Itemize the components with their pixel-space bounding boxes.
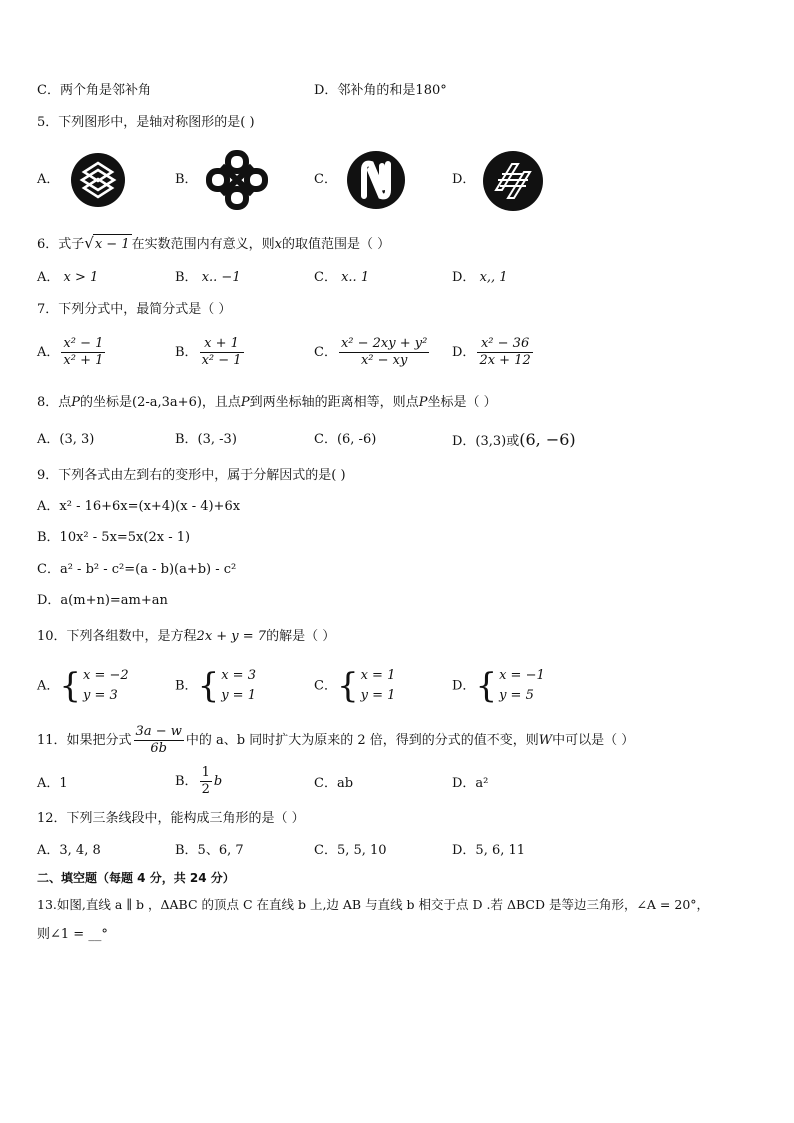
q9-option-c: C．a² - b² - c²=(a - b)(a+b) - c² [37,562,237,577]
q11-option-a: A．1 [37,776,68,791]
q6-stem-post: 在实数范围内有意义，则 [131,237,275,252]
q8-stem: 8．点P的坐标是(2-a,3a+6)，且点P到两坐标轴的距离相等，则点P坐标是（ ） [37,395,497,410]
q6-option-a: A． x > 1 [37,270,99,285]
q7-stem: 7．下列分式中，最简分式是（ ） [37,302,232,317]
q4-option-d: D．邻补角的和是180° [314,83,447,98]
q6-stem-pre: 6．式子 [37,237,85,252]
q5-label-d: D． [452,172,476,187]
q5-label-b: B． [175,172,198,187]
q8-option-a: A．(3, 3) [37,432,95,447]
q12-stem: 12．下列三条线段中，能构成三角形的是（ ） [37,811,305,826]
q6-var: x [274,237,282,252]
q7-option-c: C． $\frac{\text{x² − 2xy + y²}}{\text{x² − xy}}$ [314,336,428,368]
q13-line2: 则∠1 = __° [37,927,108,942]
q5-label-a: A． [37,172,60,187]
q5-stem: 5．下列图形中，是轴对称图形的是( ) [37,115,255,130]
q13-line1: 13.如图,直线 a ∥ b ，ΔABC 的顶点 C 在直线 b 上,边 AB 与直线 b 相交于点 D .若 ΔBCD 是等边三角形，∠A = 20°， [37,897,710,912]
q9-option-d: D．a(m+n)=am+an [37,593,168,608]
q5-label-c: C． [314,172,337,187]
q8-option-d: D．(3,3)或(6, −6) [452,430,576,449]
section-title-fill-blank: 二、填空题（每题 4 分，共 24 分） [37,871,235,885]
q10-option-a: A．{ x = −2 y = 3 [37,666,129,706]
q6-stem: 6．式子√x − 1 在实数范围内有意义，则x的取值范围是（ ） [37,233,390,255]
striped-logo-icon [482,150,544,212]
q7-option-a: A． $\frac{\text{x² − 1}}{\text{x² + 1}}$ [37,336,104,368]
q9-option-a: A．x² - 16+6x=(x+4)(x - 4)+6x [37,499,241,514]
q11-option-b: B． $\frac{1}{2}$ b [175,765,223,797]
q10-stem: 10．下列各组数中，是方程2x + y = 7的解是（ ） [37,629,336,644]
n-letter-logo-icon [346,150,406,210]
china-mobile-logo-icon [70,152,126,208]
q10-equation: 2x + y = 7 [196,629,267,644]
q7-option-b: B． $\frac{x + 1}{\text{x² − 1}}$ [175,336,242,368]
q11-option-c: C．ab [314,776,354,791]
q6-option-d: D． x,, 1 [452,270,508,285]
q12-option-d: D．5, 6, 11 [452,843,526,858]
q12-option-b: B．5、6, 7 [175,843,244,858]
china-unicom-knot-icon [206,150,268,210]
q10-option-d: D．{ x = −1 y = 5 [452,666,545,706]
q12-option-a: A．3, 4, 8 [37,843,101,858]
q9-option-b: B．10x² - 5x=5x(2x - 1) [37,530,191,545]
q6-option-c: C． x.. 1 [314,270,370,285]
q6-stem-end: 的取值范围是（ ） [281,237,391,252]
q8-option-c: C．(6, -6) [314,432,377,447]
q12-option-c: C．5, 5, 10 [314,843,387,858]
q8-option-d-extra: (6, −6) [519,430,576,449]
q6-radicand: x − 1 [93,234,132,255]
q7-option-d: D． $\frac{\text{x² − 36}}{2x + 12}$ [452,336,531,368]
q4-option-c: C．两个角是邻补角 [37,83,151,98]
q11-option-d: D．a² [452,776,489,791]
q10-option-b: B．{ x = 3 y = 1 [175,666,256,706]
q6-option-b: B． x.. −1 [175,270,241,285]
q10-option-c: C．{ x = 1 y = 1 [314,666,396,706]
q11-stem: 11．如果把分式 $\frac{3a - w}{6b}$ 中的 a、b 同时扩大为原来的 2 倍，得到的分式的值不变，则W中可以是（ ） [37,724,635,756]
q9-stem: 9．下列各式由左到右的变形中，属于分解因式的是( ) [37,468,346,483]
q8-option-b: B．(3, -3) [175,432,237,447]
